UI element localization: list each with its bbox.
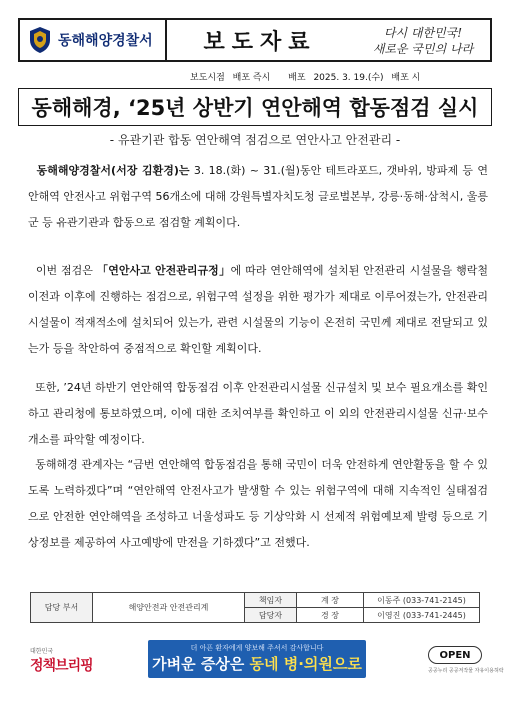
- paragraph-3: [28, 375, 488, 453]
- role-responsible: 책임자: [245, 593, 297, 608]
- contact-table: [30, 592, 480, 623]
- banner-main-part2: 동네 병·의원으로: [249, 655, 362, 673]
- paragraph-4-text: 동해해경 관계자는 “금번 연안해역 합동점검을 통해 국민이 더욱 안전하게 연안활동을 할 수 있도록 노력하겠다”며 “연안해역 안전사고가 발생할 수 있는 위험구역에 대해 지속적인 실태점검으로 안전한 연안해역을 조성하고 너울성파도 등 기상악화 시 선제적 위험예보제 발령 등으로 기상정보를 제공하여 사고예방에 만전을 기하겠다”고 전했다.: [28, 458, 488, 549]
- coast-guard-emblem-icon: [28, 26, 52, 54]
- open-badge: OPEN: [428, 646, 482, 664]
- dept-label: 담당 부서: [31, 593, 93, 623]
- open-license-text: 공공누리 공공저작물 자유이용허락: [428, 668, 504, 674]
- rank-responsible: 계 장: [297, 593, 364, 608]
- org-name: 동해해양경찰서: [58, 33, 153, 49]
- contact-staff: 이영진 (033-741-2445): [364, 608, 480, 623]
- kogl-open-license: [428, 646, 504, 680]
- press-release-header: [18, 18, 492, 62]
- doc-type-title: 보도자료: [203, 28, 317, 55]
- paragraph-1: [28, 158, 488, 236]
- release-info: [190, 70, 490, 83]
- paragraph-1-lead: 동해해양경찰서(서장 김환경)는: [36, 164, 190, 177]
- subheadline: - 유관기관 합동 연안해역 점검으로 연안사고 안전관리 -: [109, 133, 401, 147]
- brand-name: 정책브리핑: [30, 658, 93, 674]
- release-label: 보도시점: [190, 73, 225, 83]
- rank-staff: 경 장: [297, 608, 364, 623]
- role-staff: 담당자: [245, 608, 297, 623]
- headline: 동해해경, ‘25년 상반기 연안해역 합동점검 실시: [31, 96, 479, 120]
- slogan-line-1: 다시 대한민국!: [383, 26, 463, 40]
- headline-box: [18, 88, 492, 126]
- paragraph-2: [28, 258, 488, 362]
- dist-label: 배포: [288, 73, 306, 83]
- paragraph-3-text: 또한, ’24년 하반기 연안해역 합동점검 이후 안전관리시설물 신규설치 및 보수 필요개소를 확인하고 관리청에 통보하였으며, 이에 대한 조치여부를 확인하고 이 외의 안전관리시설물 신규·보수개소를 파악할 예정이다.: [28, 381, 488, 446]
- paragraph-2-regulation: 「연안사고 안전관리규정」: [96, 264, 231, 277]
- banner-main-text: [148, 653, 366, 674]
- slogan-block: [355, 20, 492, 60]
- contact-responsible: 이동주 (033-741-2145): [364, 593, 480, 608]
- paragraph-2-pre: 이번 점검은: [35, 264, 97, 277]
- slogan-line-2: 새로운 국민의 나라: [372, 42, 474, 56]
- dist-suffix: 배포 시: [391, 73, 421, 83]
- table-row: [31, 593, 480, 608]
- paragraph-4: [28, 452, 488, 556]
- dept-value: 해양안전과 안전관리계: [93, 593, 245, 623]
- banner-main-part1: 가벼운 증상은: [152, 655, 250, 673]
- public-campaign-banner: [148, 640, 366, 678]
- policy-briefing-logo: [30, 646, 100, 682]
- slogan-calligraphy: [355, 20, 492, 60]
- paragraph-2-text: 에 따라 연안해역에 설치된 안전관리 시설물을 행락철 이전과 이후에 진행하는 점검으로, 위험구역 설정을 위한 평가가 제대로 이루어졌는가, 안전관리시설물이 적재적소에 설치되어 있는가, 관련 시설물의 기능이 온전히 국민께 제대로 전달되고 있는가 등을 착안하여 중점적으로 확인할 계획이다.: [28, 264, 488, 355]
- banner-top-text: 더 아픈 환자에게 양보해 주셔서 감사합니다: [190, 644, 324, 652]
- dist-date: 2025. 3. 19.(수): [313, 73, 384, 83]
- brand-small-text: 대한민국: [30, 648, 54, 655]
- release-value: 배포 즉시: [232, 73, 271, 83]
- paragraph-1-text: 3. 18.(화) ~ 31.(월)동안 테트라포드, 갯바위, 방파제 등 연안해역 안전사고 위험구역 56개소에 대해 강원특별자치도청 글로벌본부, 강릉·동해·삼척시, 울릉군 등 유관기관과 합동으로 점검할 계획이다.: [28, 164, 488, 229]
- org-block: [20, 20, 167, 60]
